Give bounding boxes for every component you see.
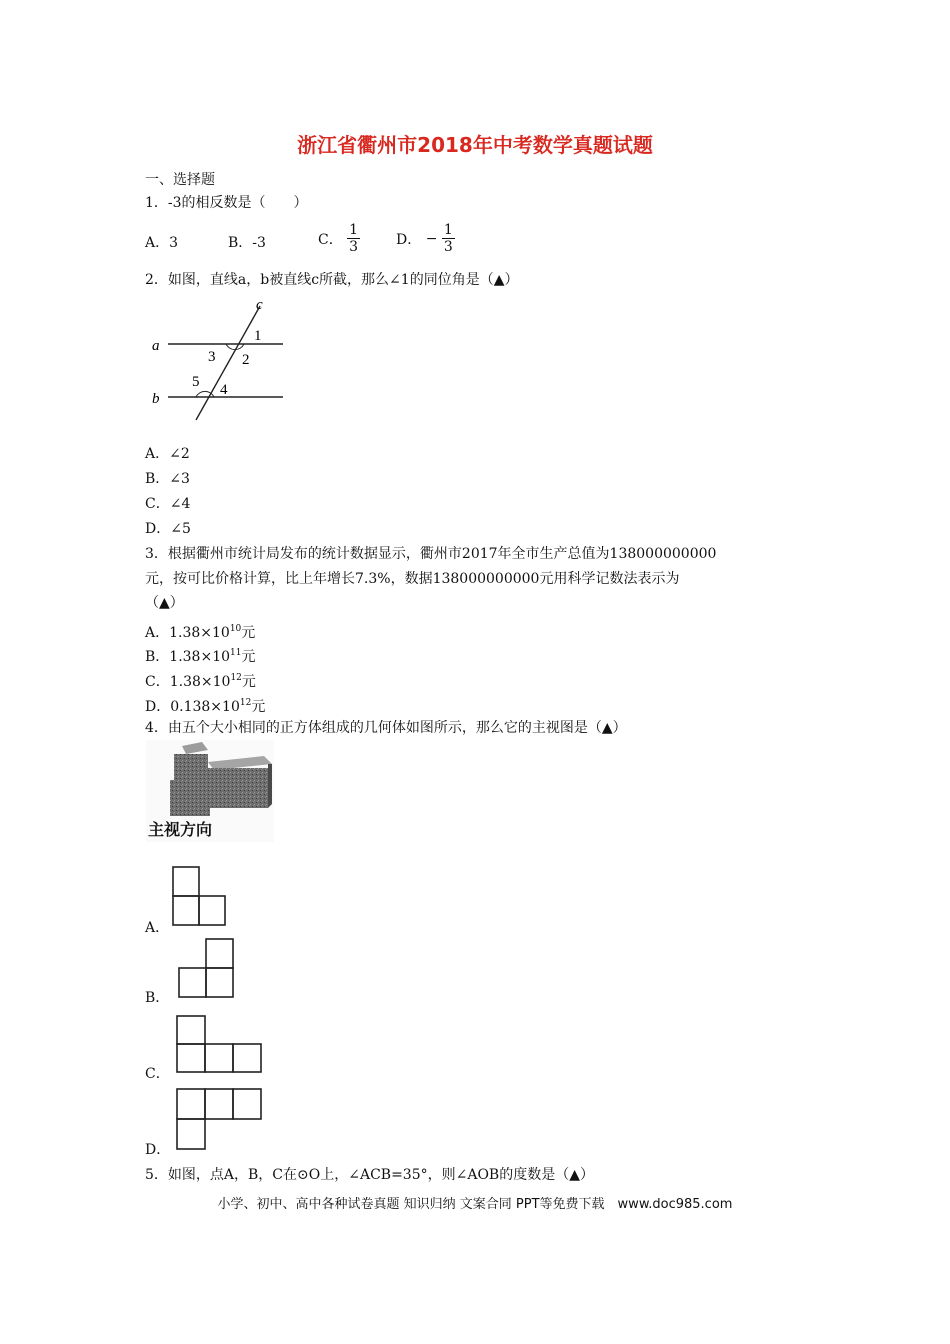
angle-arc-upper — [226, 344, 244, 350]
cube-top-face — [182, 742, 208, 754]
photo-caption: 主视方向 — [148, 820, 213, 839]
q1-option-d — [396, 222, 455, 255]
section-heading: 一、选择题 — [145, 172, 215, 188]
q1-option-d-sign: − — [425, 230, 438, 247]
question-3-line-2: 元，按可比价格计算，比上年增长7.3%，数据138000000000元用科学记数法表示为 — [145, 571, 680, 587]
q4-option-d-figure — [174, 1086, 264, 1154]
q2-option-d: D．∠5 — [145, 521, 191, 537]
q2-option-b: B．∠3 — [145, 471, 190, 487]
angle-label-3: 3 — [208, 349, 216, 365]
angle-label-2: 2 — [242, 352, 250, 368]
q2-option-c: C．∠4 — [145, 496, 191, 512]
q4-option-a-figure — [170, 864, 230, 928]
page-title: 浙江省衢州市2018年中考数学真题试题 — [297, 133, 653, 157]
q3-option-b: B．$1.38\times 10^{11}$元 — [145, 648, 256, 665]
line-c — [196, 306, 260, 420]
question-4-stem: 4．由五个大小相同的正方体组成的几何体如图所示，那么它的主视图是（▲） — [145, 720, 627, 736]
q1-option-c-fraction — [347, 222, 360, 255]
q3-option-a: A．$1.38\times 10^{10}$元 — [145, 624, 256, 641]
cube-row-side — [268, 764, 272, 808]
cube-front — [170, 780, 210, 816]
label-c: c — [256, 297, 263, 313]
angle-label-4: 4 — [220, 382, 228, 398]
cube-row-top-face — [208, 756, 272, 770]
q1-option-c — [318, 222, 360, 255]
q4-option-c: C． — [145, 1066, 170, 1082]
label-a: a — [152, 338, 160, 354]
q2-option-a: A．∠2 — [145, 446, 190, 462]
q4-option-d: D． — [145, 1142, 171, 1158]
q4-option-b: B． — [145, 990, 170, 1006]
q4-option-b-figure — [176, 936, 238, 1000]
question-3-line-3: （▲） — [145, 595, 184, 611]
q4-option-a: A． — [145, 920, 170, 936]
q1-option-d-denominator: 3 — [443, 239, 453, 255]
q1-option-d-numerator: 1 — [443, 222, 453, 238]
cube-stacked — [174, 754, 208, 784]
q1-option-a: A．3 — [145, 235, 179, 251]
q4-cubes-photo — [146, 740, 274, 842]
cube-row — [208, 768, 268, 808]
q1-option-c-denominator: 3 — [349, 239, 359, 255]
footer-banner: 小学、初中、高中各种试卷真题 知识归纳 文案合同 PPT等免费下载 www.doc985.com — [217, 1197, 733, 1212]
q2-parallel-lines-figure — [148, 296, 288, 426]
question-2-stem: 2．如图，直线a，b被直线c所截，那么∠1的同位角是（▲） — [145, 272, 519, 288]
q1-option-d-fraction — [442, 222, 455, 255]
q1-option-d-label: D． — [396, 231, 422, 248]
q3-option-d: D．$0.138\times 10^{12}$元 — [145, 698, 266, 715]
q1-option-c-numerator: 1 — [349, 222, 359, 238]
q4-option-c-figure — [174, 1013, 264, 1077]
question-3-line-1: 3．根据衢州市统计局发布的统计数据显示，衢州市2017年全市生产总值为138000000000 — [145, 546, 717, 562]
label-b: b — [152, 391, 160, 407]
q1-option-b: B．-3 — [228, 235, 266, 251]
question-1-stem: 1．-3的相反数是（ ） — [145, 195, 308, 211]
q1-option-c-label: C． — [318, 231, 343, 248]
angle-label-1: 1 — [254, 328, 262, 344]
angle-label-5: 5 — [192, 374, 200, 390]
question-5-stem: 5．如图，点A，B，C在⊙O上，∠ACB=35°，则∠AOB的度数是（▲） — [145, 1167, 594, 1183]
q3-option-c: C．$1.38\times 10^{12}$元 — [145, 673, 256, 690]
